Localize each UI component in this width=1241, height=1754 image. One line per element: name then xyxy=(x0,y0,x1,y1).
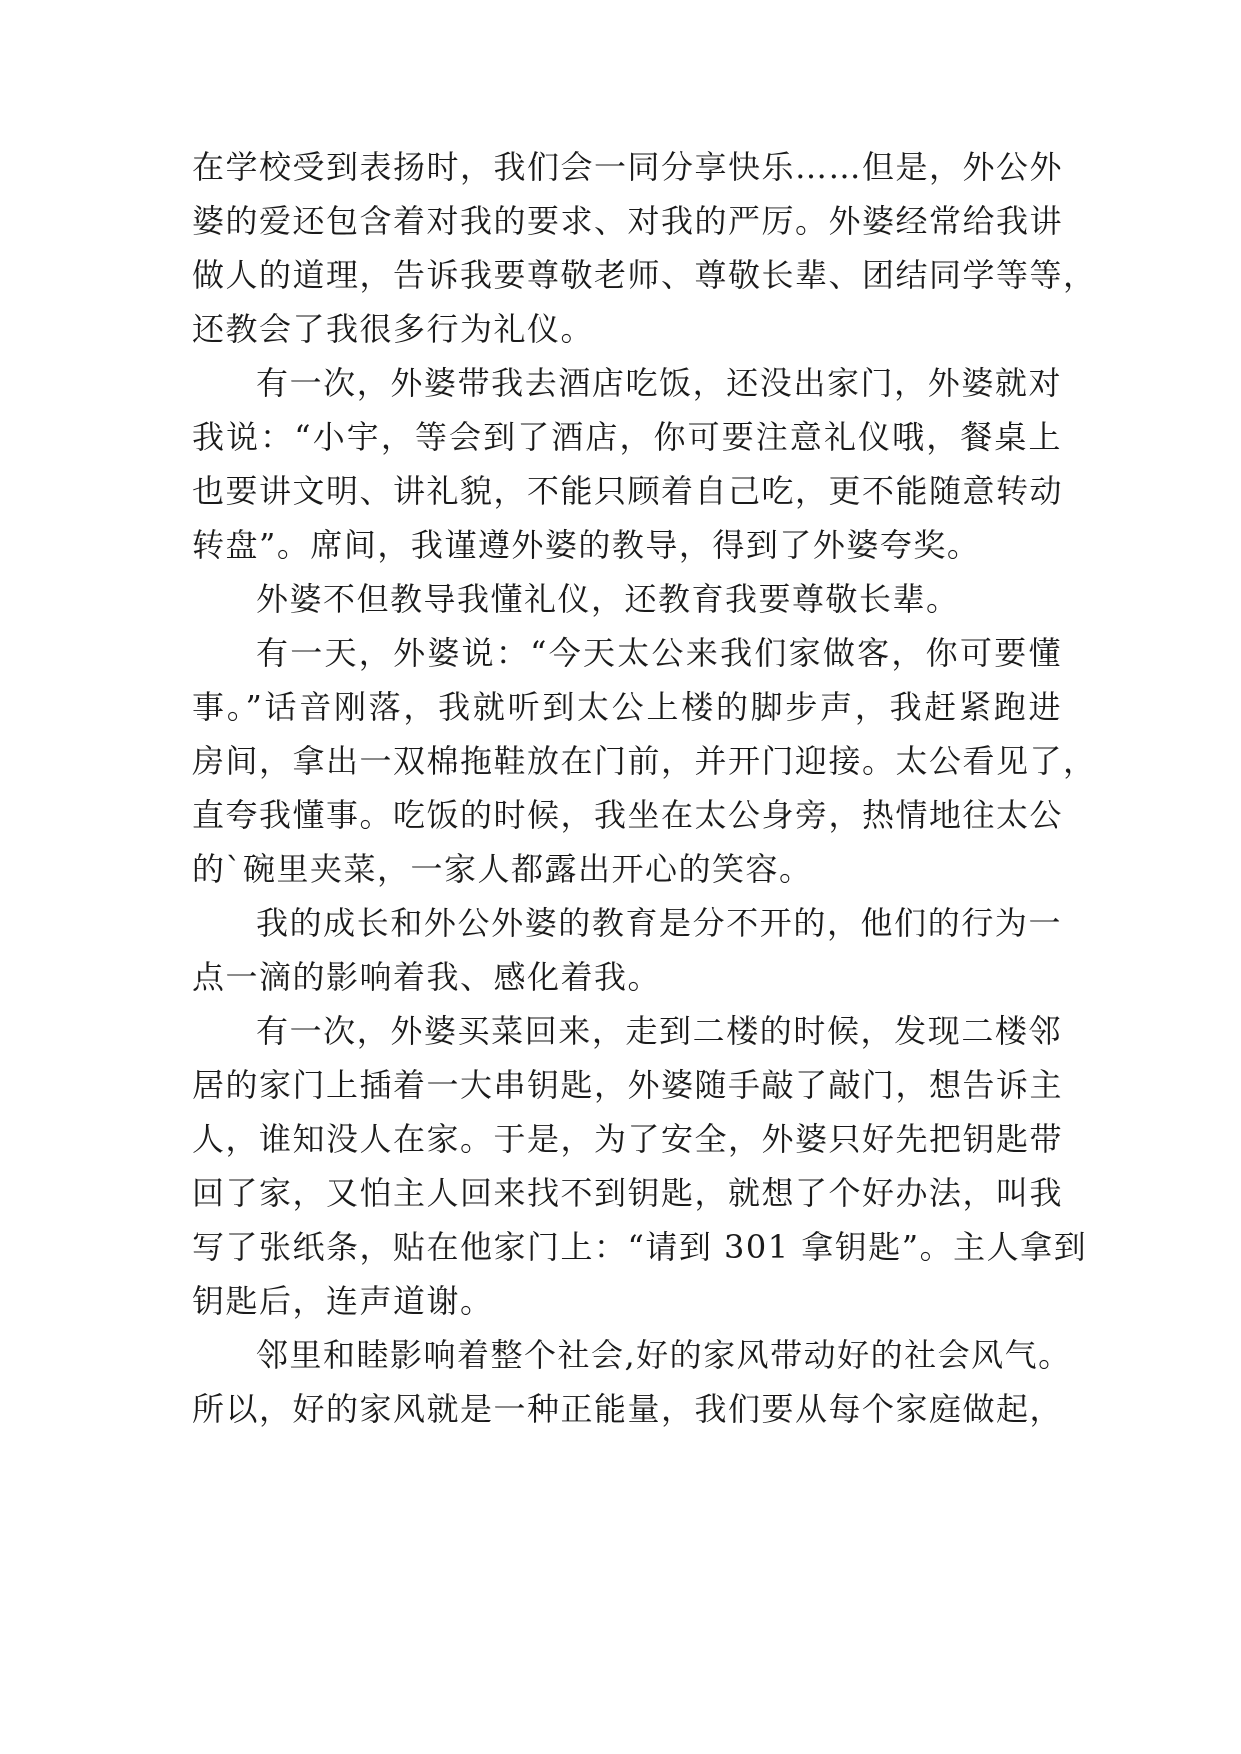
text-line: 事。”话音刚落，我就听到太公上楼的脚步声，我赶紧跑进 xyxy=(192,688,1062,726)
text-line: 钥匙后，连声道谢。 xyxy=(192,1282,494,1320)
text-line: 的`碗里夹菜，一家人都露出开心的笑容。 xyxy=(192,850,813,888)
text-line: 房间，拿出一双棉拖鞋放在门前，并开门迎接。太公看见了， xyxy=(192,742,1097,780)
text-line: 做人的道理，告诉我要尊敬老师、尊敬长辈、团结同学等等， xyxy=(192,256,1097,294)
text-line: 转盘”。席间，我谨遵外婆的教导，得到了外婆夸奖。 xyxy=(192,526,981,564)
text-line: 有一次，外婆买菜回来，走到二楼的时候，发现二楼邻 xyxy=(256,1012,1062,1050)
text-line: 我说：“小宇，等会到了酒店，你可要注意礼仪哦，餐桌上 xyxy=(192,418,1062,456)
text-line: 外婆不但教导我懂礼仪，还教育我要尊敬长辈。 xyxy=(256,580,960,618)
text-line: 回了家，又怕主人回来找不到钥匙，就想了个好办法，叫我 xyxy=(192,1174,1064,1212)
text-line: 在学校受到表扬时，我们会一同分享快乐……但是，外公外 xyxy=(192,148,1064,186)
text-line: 也要讲文明、讲礼貌，不能只顾着自己吃，更不能随意转动 xyxy=(192,472,1064,510)
text-line: 还教会了我很多行为礼仪。 xyxy=(192,310,595,348)
text-line: 邻里和睦影响着整个社会,好的家风带动好的社会风气。 xyxy=(256,1336,1072,1374)
text-line: 直夸我懂事。吃饭的时候，我坐在太公身旁，热情地往太公 xyxy=(192,796,1064,834)
text-line: 居的家门上插着一大串钥匙，外婆随手敲了敲门，想告诉主 xyxy=(192,1066,1064,1104)
text-line: 有一次，外婆带我去酒店吃饭，还没出家门，外婆就对 xyxy=(256,364,1062,402)
text-line: 婆的爱还包含着对我的要求、对我的严厉。外婆经常给我讲 xyxy=(192,202,1064,240)
text-line: 人，谁知没人在家。于是，为了安全，外婆只好先把钥匙带 xyxy=(192,1120,1064,1158)
text-line: 所以，好的家风就是一种正能量，我们要从每个家庭做起， xyxy=(192,1390,1064,1428)
text-line: 我的成长和外公外婆的教育是分不开的，他们的行为一 xyxy=(256,904,1062,942)
text-line: 点一滴的影响着我、感化着我。 xyxy=(192,958,662,996)
text-line: 有一天，外婆说：“今天太公来我们家做客，你可要懂 xyxy=(256,634,1062,672)
text-line: 写了张纸条，贴在他家门上：“请到 301 拿钥匙”。主人拿到 xyxy=(192,1228,1088,1266)
